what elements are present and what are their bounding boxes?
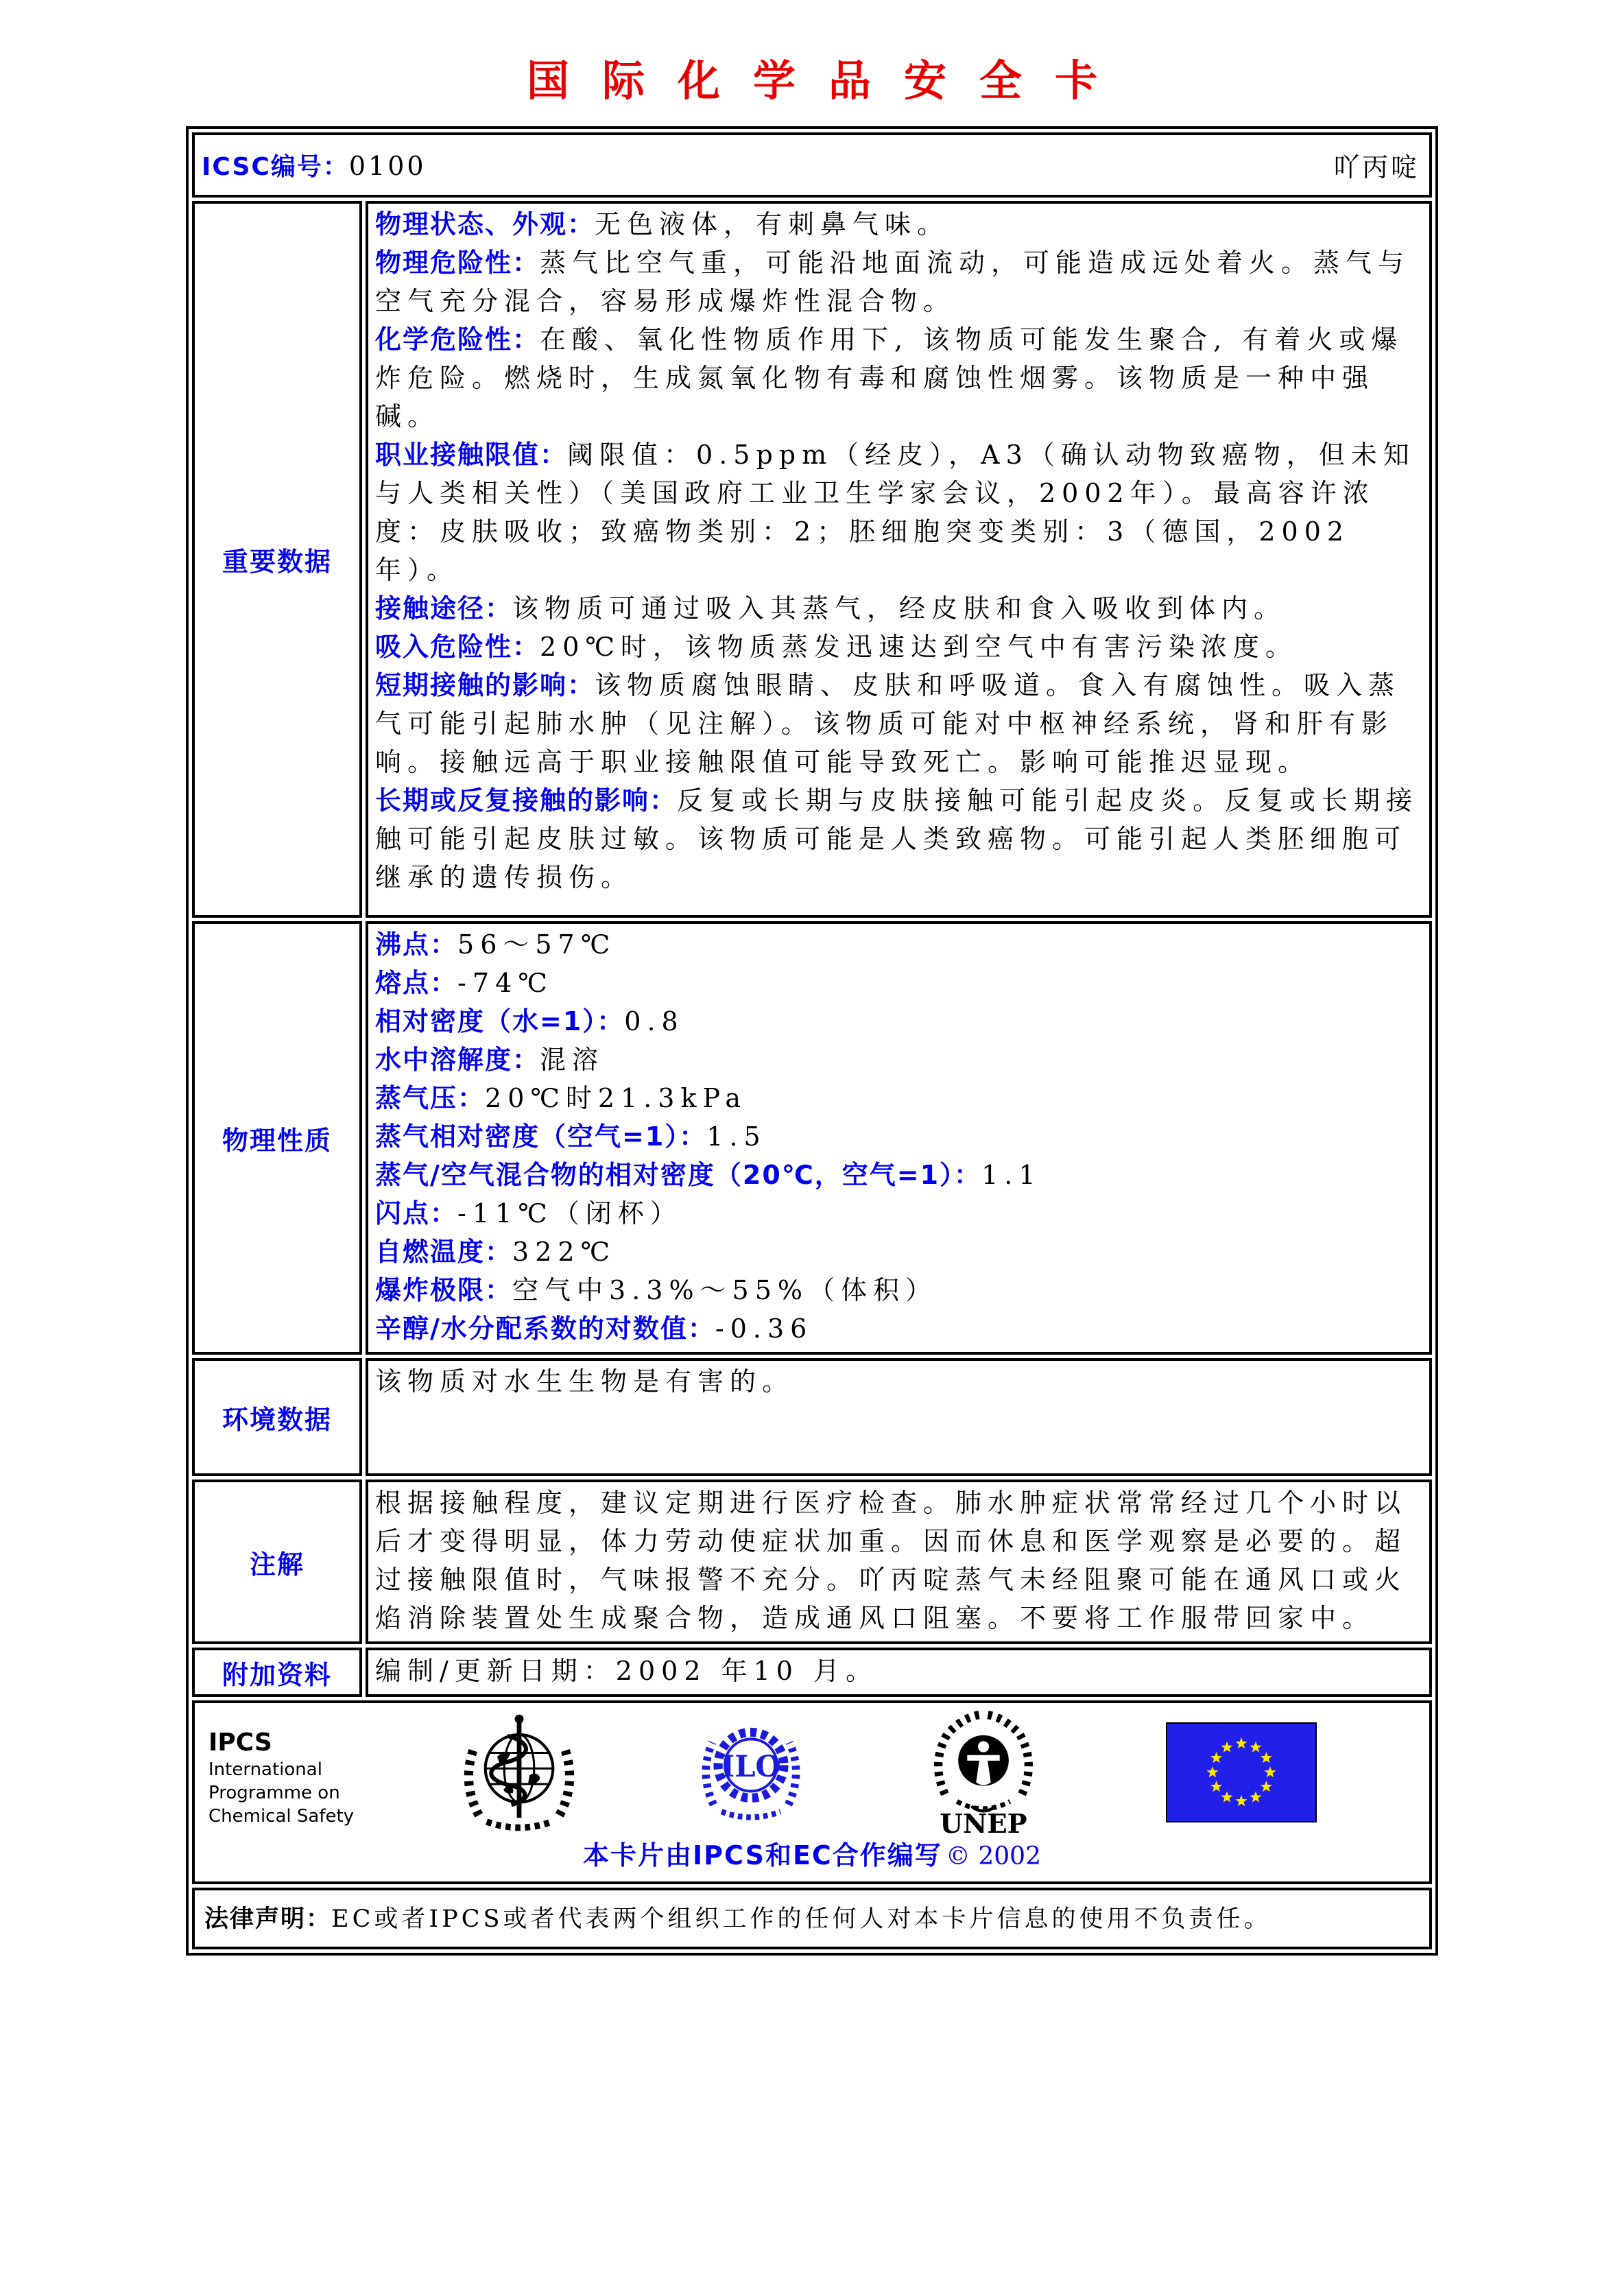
icsc-number-value: 0100	[348, 151, 427, 181]
copyright-year: © 2002	[945, 1842, 1041, 1870]
legal-text: EC或者IPCS或者代表两个组织工作的任何人对本卡片信息的使用不负责任。	[331, 1905, 1271, 1933]
unep-letters: UNEP	[940, 1808, 1027, 1838]
item-text: 20℃时，该物质蒸发迅速达到空气中有害污染浓度。	[540, 632, 1298, 662]
item-text: 该物质腐蚀眼睛、皮肤和呼吸道。食入有腐蚀性。吸入蒸气可能引起肺水肿（见注解）。该物质可能对中枢神经系统，肾和肝有影响。接触远高于职业接触限值可能导致死亡。影响可能推迟显现。	[375, 670, 1401, 777]
data-item	[375, 243, 1421, 320]
item-label: 短期接触的影响：	[375, 670, 595, 700]
property-line	[375, 925, 1421, 964]
unep-logo-icon	[923, 1710, 1044, 1838]
property-label: 爆炸极限：	[375, 1275, 513, 1305]
property-value: -0.36	[715, 1314, 813, 1344]
item-label: 吸入危险性：	[375, 632, 540, 662]
property-line	[375, 1041, 1421, 1079]
data-item	[375, 666, 1421, 781]
item-text: 阈限值：0.5ppm（经皮），A3（确认动物致癌物，但未知与人类相关性）（美国政府工业卫生学家会议，2002年）。最高容许浓度：皮肤吸收；致癌物类别：2；胚细胞突变类别：3（德国，2002年）。	[375, 440, 1416, 585]
ipcs-line: Chemical Safety	[208, 1806, 355, 1827]
ipcs-text-block	[208, 1728, 354, 1828]
property-line	[375, 1271, 1421, 1309]
logos-section	[192, 1700, 1432, 1884]
data-item	[375, 589, 1421, 628]
chemical-name: 吖丙啶	[1333, 152, 1420, 182]
property-label: 自燃温度：	[375, 1237, 513, 1267]
property-label: 蒸气压：	[375, 1083, 486, 1113]
card-header-row	[192, 132, 1432, 198]
ipcs-line: Programme on	[208, 1783, 340, 1803]
property-value: 空气中3.3%～55%（体积）	[512, 1275, 938, 1305]
property-label: 相对密度（水=1）：	[375, 1006, 625, 1036]
row-notes	[192, 1480, 1432, 1644]
row-additional-info	[192, 1648, 1432, 1697]
additional-info-text: 编制/更新日期：2002 年10 月。	[375, 1656, 879, 1686]
property-label: 沸点：	[375, 929, 458, 960]
ipcs-acronym: IPCS	[208, 1729, 272, 1757]
legal-label: 法律声明：	[204, 1905, 332, 1933]
legal-notice	[204, 1899, 1420, 1938]
property-value: 0.8	[624, 1006, 684, 1036]
row-legal	[192, 1888, 1432, 1949]
property-line	[375, 1156, 1421, 1194]
property-label: 蒸气相对密度（空气=1）：	[375, 1121, 707, 1152]
section-label-environmental-data: 环境数据	[192, 1358, 362, 1476]
item-label: 化学危险性：	[375, 324, 540, 355]
legal-section	[192, 1888, 1432, 1949]
property-value: 1.1	[981, 1160, 1042, 1190]
section-content-important-data	[366, 201, 1432, 918]
card-header-cell	[192, 132, 1432, 198]
item-label: 职业接触限值：	[375, 440, 568, 470]
section-content-environmental-data	[366, 1358, 1432, 1476]
icsc-number-label: ICSC编号：	[202, 153, 349, 181]
property-line	[375, 1079, 1421, 1117]
notes-text: 根据接触程度，建议定期进行医疗检查。肺水肿症状常常经过几个小时以后才变得明显，体力劳动使症状加重。因而休息和医学观察是必要的。超过接触限值时，气味报警不充分。吖丙啶蒸气未经阻聚可能在通风口或火焰消除装置处生成聚合物，造成通风口阻塞。不要将工作服带回家中。	[375, 1488, 1407, 1633]
property-value: -11℃（闭杯）	[457, 1198, 682, 1228]
property-label: 熔点：	[375, 968, 458, 998]
card-header	[202, 146, 1420, 184]
property-value: 20℃时21.3kPa	[485, 1083, 748, 1113]
property-line	[375, 1117, 1421, 1156]
property-value: 1.5	[706, 1121, 767, 1152]
property-line	[375, 1233, 1421, 1271]
page-title: 国际化学品安全卡	[526, 56, 1130, 106]
ilo-logo-icon	[694, 1714, 808, 1825]
section-content-notes	[366, 1480, 1432, 1644]
row-logos	[192, 1700, 1432, 1884]
section-label-notes: 注解	[192, 1480, 362, 1644]
item-label: 物理危险性：	[375, 248, 540, 278]
data-item	[375, 436, 1421, 589]
item-label: 长期或反复接触的影响：	[375, 785, 678, 816]
data-item	[375, 628, 1421, 666]
icsc-card-table	[186, 126, 1438, 1956]
cooperation-caption	[195, 1834, 1429, 1872]
section-content-additional-info	[366, 1648, 1432, 1697]
data-item	[375, 205, 1421, 243]
property-label: 闪点：	[375, 1198, 458, 1228]
who-logo-icon	[454, 1709, 584, 1833]
property-line	[375, 1309, 1421, 1348]
eu-flag-icon	[1166, 1722, 1317, 1822]
property-value: 322℃	[512, 1237, 617, 1267]
section-label-important-data: 重要数据	[192, 201, 362, 918]
data-item	[375, 781, 1421, 896]
property-line	[375, 1002, 1421, 1041]
property-value: 混溶	[540, 1045, 605, 1075]
item-text: 蒸气比空气重，可能沿地面流动，可能造成远处着火。蒸气与空气充分混合，容易形成爆炸性混合物。	[375, 248, 1411, 316]
property-value: -74℃	[457, 968, 553, 998]
item-label: 接触途径：	[375, 593, 513, 623]
item-text: 无色液体，有刺鼻气味。	[595, 209, 950, 239]
property-value: 56～57℃	[457, 929, 617, 960]
ilo-letters: ILO	[721, 1749, 781, 1784]
property-label: 水中溶解度：	[375, 1045, 540, 1075]
ipcs-line: International	[208, 1759, 322, 1780]
property-line	[375, 1194, 1421, 1233]
environmental-text: 该物质对水生生物是有害的。	[375, 1366, 795, 1397]
item-text: 反复或长期与皮肤接触可能引起皮炎。反复或长期接触可能引起皮肤过敏。该物质可能是人类致癌物。可能引起人类胚细胞可继承的遗传损伤。	[375, 785, 1419, 892]
property-label: 蒸气/空气混合物的相对密度（20℃，空气=1）：	[375, 1160, 982, 1190]
row-physical-properties	[192, 921, 1432, 1355]
section-label-physical-properties: 物理性质	[192, 921, 362, 1355]
property-line	[375, 964, 1421, 1002]
icsc-number-field	[202, 147, 427, 182]
item-text: 该物质可通过吸入其蒸气，经皮肤和食入吸收到体内。	[512, 593, 1287, 623]
property-label: 辛醇/水分配系数的对数值：	[375, 1314, 715, 1344]
section-content-physical-properties	[366, 921, 1432, 1355]
item-label: 物理状态、外观：	[375, 209, 595, 239]
row-environmental-data	[192, 1358, 1432, 1476]
data-item	[375, 320, 1421, 436]
item-text: 在酸、氧化性物质作用下, 该物质可能发生聚合, 有着火或爆炸危险。燃烧时，生成氮氧化物有毒和腐蚀性烟雾。该物质是一种中强碱。	[375, 324, 1404, 431]
row-important-data	[192, 201, 1432, 918]
icsc-page	[0, 56, 1624, 1956]
section-label-additional-info: 附加资料	[192, 1648, 362, 1697]
cooperation-caption-text: 本卡片由IPCS和EC合作编写	[583, 1840, 942, 1870]
